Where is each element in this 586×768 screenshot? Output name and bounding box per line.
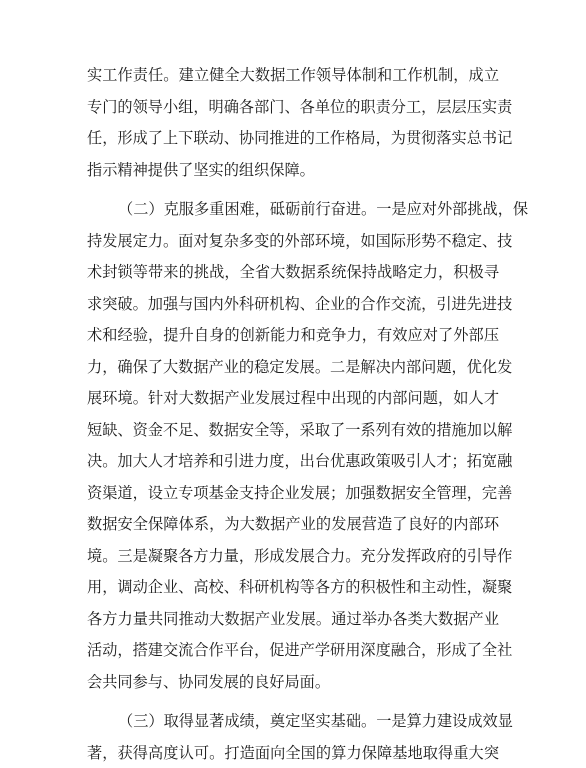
- text-line: 术和经验，提升自身的创新能力和竞争力，有效应对了外部压: [87, 326, 499, 344]
- text-line: 力，确保了大数据产业的稳定发展。二是解决内部问题，优化发: [87, 357, 513, 376]
- text-line: 展环境。针对大数据产业发展过程中出现的内部问题，如人才: [87, 389, 499, 407]
- text-line: 持发展定力。面对复杂多变的外部环境，如国际形势不稳定、技: [87, 231, 513, 250]
- text-line: 任，形成了上下联动、协同推进的工作格局，为贯彻落实总书记: [87, 129, 513, 147]
- section-two-first-line: （二）克服多重困难，砥砺前行奋进。一是应对外部挑战，保: [118, 200, 529, 218]
- text-line: 著，获得高度认可。打造面向全国的算力保障基地取得重大突: [87, 743, 499, 762]
- text-line: 短缺、资金不足、数据安全等，采取了一系列有效的措施加以解: [87, 420, 513, 439]
- text-line: 会共同参与、协同发展的良好局面。: [87, 672, 330, 691]
- text-line: 术封锁等带来的挑战，全省大数据系统保持战略定力，积极寻: [87, 263, 499, 281]
- text-line: 资渠道，设立专项基金支持企业发展；加强数据安全管理，完善: [87, 483, 513, 502]
- text-line: 境。三是凝聚各方力量，形成发展合力。充分发挥政府的引导作: [87, 546, 513, 565]
- text-line: 实工作责任。建立健全大数据工作领导体制和工作机制，成立: [87, 66, 499, 84]
- text-line: 各方力量共同推动大数据产业发展。通过举办各类大数据产业: [87, 609, 499, 628]
- text-line: 指示精神提供了坚实的组织保障。: [87, 160, 315, 179]
- text-line: 用，调动企业、高校、科研机构等各方的积极性和主动性，凝聚: [87, 578, 513, 596]
- text-line: 专门的领导小组，明确各部门、各单位的职责分工，层层压实责: [87, 97, 513, 116]
- text-line: 数据安全保障体系，为大数据产业的发展营造了良好的内部环: [87, 515, 499, 533]
- section-three-first-line: （三）取得显著成绩，奠定坚实基础。一是算力建设成效显: [118, 712, 513, 730]
- text-line: 活动，搭建交流合作平台，促进产学研用深度融合，形成了全社: [87, 641, 513, 659]
- text-line: 求突破。加强与国内外科研机构、企业的合作交流，引进先进技: [87, 294, 513, 313]
- text-line: 决。加大人才培养和引进力度，出台优惠政策吸引人才；拓宽融: [87, 452, 513, 470]
